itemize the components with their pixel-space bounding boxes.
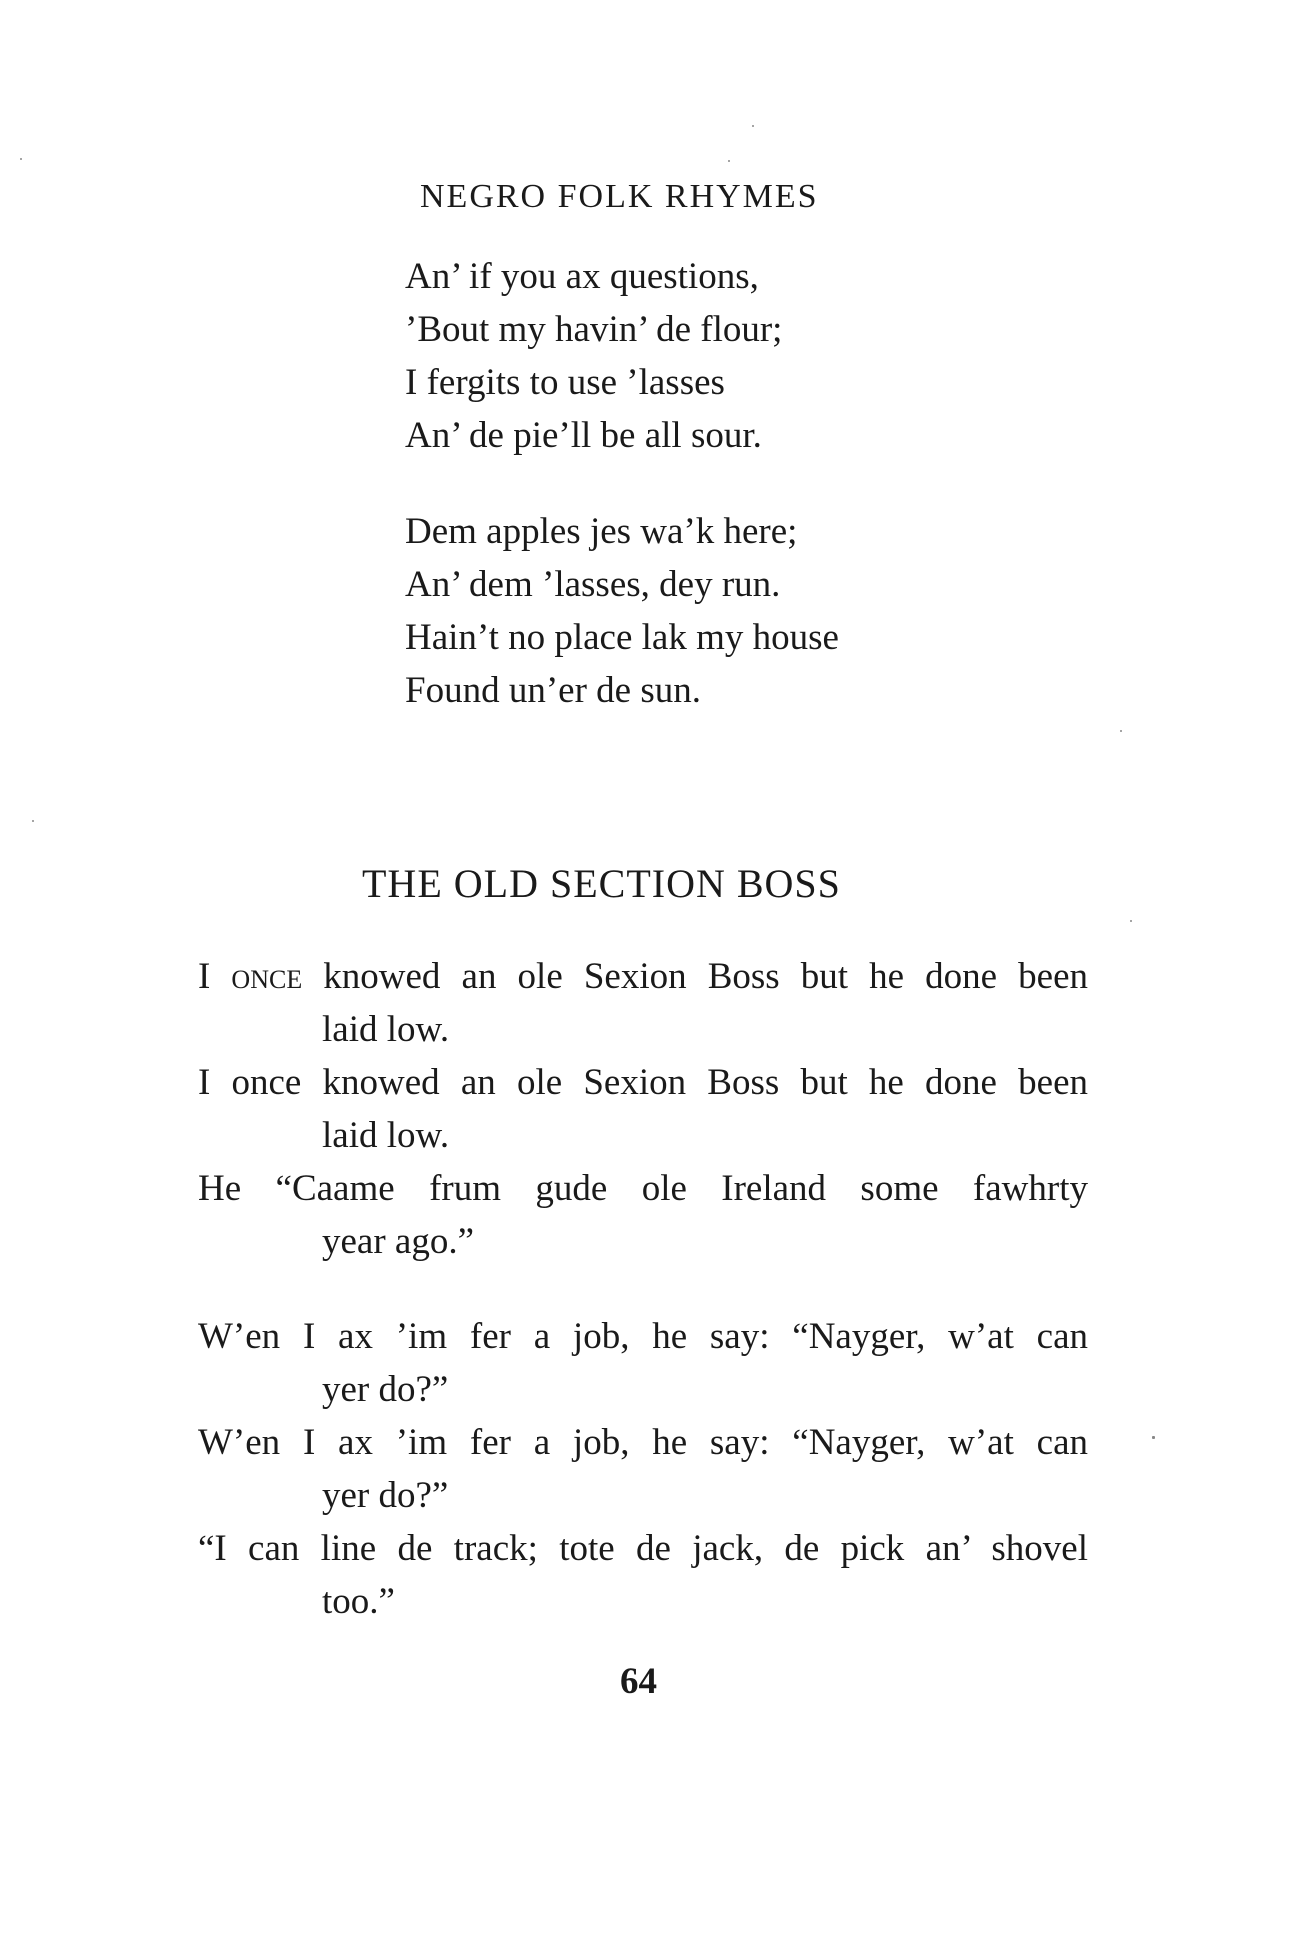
poem-line-continuation: yer do?”: [322, 1475, 449, 1516]
poem-line-continuation: year ago.”: [322, 1221, 475, 1262]
verse-line: An’ de pie’ll be all sour.: [405, 415, 762, 456]
poem-line-first: W’en I ax ’im fer a job, he say: “Nayger, w’at can: [198, 1422, 1088, 1463]
poem-line: [198, 1162, 1088, 1268]
poem-line-rest: knowed an ole Sexion Boss but he done been: [302, 956, 1088, 997]
scan-speck: [32, 820, 34, 822]
verse-line: ’Bout my havin’ de flour;: [405, 309, 783, 350]
poem-title: THE OLD SECTION BOSS: [362, 861, 841, 906]
poem-line-continuation: laid low.: [322, 1009, 450, 1050]
verse-line: An’ dem ’lasses, dey run.: [405, 564, 781, 605]
poem-line-continuation: too.”: [322, 1581, 395, 1622]
scan-speck: [1130, 920, 1132, 922]
poem-line: [198, 1310, 1088, 1416]
verse-line: I fergits to use ’lasses: [405, 362, 725, 403]
stanza-2: [405, 505, 839, 717]
poem-line: [198, 1522, 1088, 1628]
poem-line-first: “I can line de track; tote de jack, de pick an’ shovel: [198, 1528, 1088, 1569]
verse-line: Dem apples jes wa’k here;: [405, 511, 798, 552]
stanza-1: [405, 250, 782, 462]
boss-stanza-1: [198, 950, 1088, 1268]
poem-line: [198, 1056, 1088, 1162]
poem-line: [198, 1416, 1088, 1522]
opening-letter: I: [198, 956, 232, 997]
scan-speck: [1120, 730, 1122, 732]
verse-line: Hain’t no place lak my house: [405, 617, 839, 658]
poem-line-continuation: laid low.: [322, 1115, 450, 1156]
poem-line-first: He “Caame frum gude ole Ireland some fawhrty: [198, 1168, 1088, 1209]
poem-line: [198, 950, 1088, 1056]
verse-line: An’ if you ax questions,: [405, 256, 759, 297]
boss-stanza-2: [198, 1310, 1088, 1628]
verse-line: Found un’er de sun.: [405, 670, 701, 711]
running-head: NEGRO FOLK RHYMES: [420, 178, 819, 215]
scan-speck: [728, 160, 730, 162]
poem-line-first: W’en I ax ’im fer a job, he say: “Nayger, w’at can: [198, 1316, 1088, 1357]
poem-line-first: I once knowed an ole Sexion Boss but he done been: [198, 1062, 1088, 1103]
page-number: 64: [620, 1661, 657, 1702]
poem-line-continuation: yer do?”: [322, 1369, 449, 1410]
scan-speck: [1152, 1436, 1155, 1439]
scan-speck: [20, 158, 22, 160]
scan-speck: [752, 125, 754, 127]
poem-line-first: [198, 950, 1088, 1003]
opening-word: once: [231, 956, 303, 997]
